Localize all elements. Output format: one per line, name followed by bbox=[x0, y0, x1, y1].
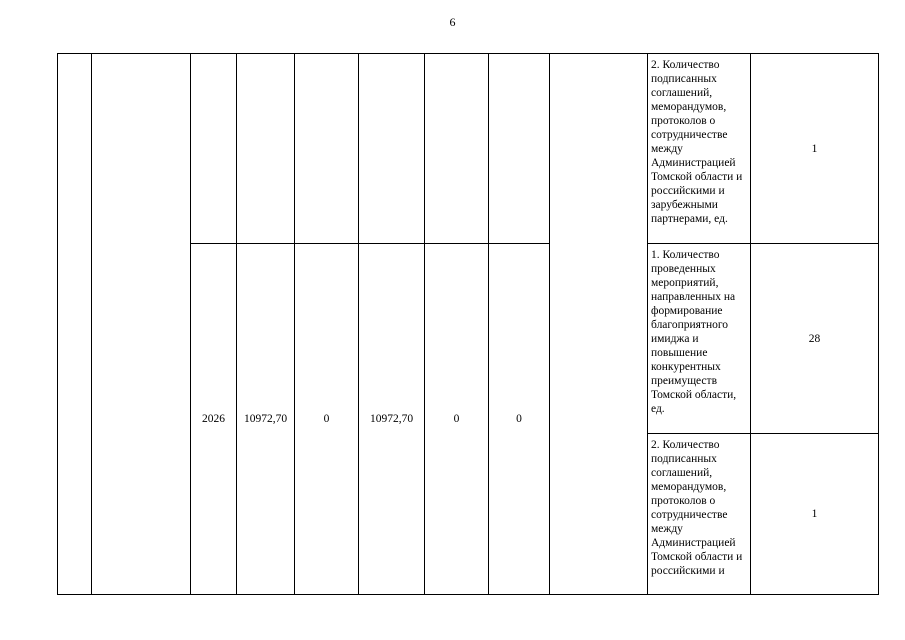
empty-cell-prev-regional bbox=[359, 54, 425, 244]
empty-cell-prev-other bbox=[489, 54, 550, 244]
indicator-value-text: 1 bbox=[811, 508, 818, 520]
empty-cell-name bbox=[92, 54, 191, 595]
empty-cell-prev-total bbox=[237, 54, 295, 244]
indicator-value-cell: 28 bbox=[751, 244, 879, 434]
indicator-name-cell: 2. Количество подписанных соглашений, меморандумов, протоколов о сотрудничестве между Администрацией Томской области и российскими и зарубежными партнерами, ед. bbox=[648, 54, 751, 244]
program-table bbox=[57, 53, 879, 595]
total-funding-cell: 10972,70 bbox=[237, 244, 295, 595]
indicator-name-text: 2. Количество подписанных соглашений, меморандумов, протоколов о сотрудничестве между Администрацией Томской области и российскими и bbox=[651, 439, 743, 577]
federal-funding-cell: 0 bbox=[295, 244, 359, 595]
other-funding-cell: 0 bbox=[489, 244, 550, 595]
empty-cell-prev-year bbox=[191, 54, 237, 244]
indicator-name-cell: 1. Количество проведенных мероприятий, направленных на формирование благоприятного имиджа и повышение конкурентных преимуществ Томской области, ед. bbox=[648, 244, 751, 434]
page-number: 6 bbox=[449, 15, 456, 29]
indicator-value-cell: 1 bbox=[751, 54, 879, 244]
empty-cell-number bbox=[58, 54, 92, 595]
local-funding-cell: 0 bbox=[425, 244, 489, 595]
regional-funding-cell: 10972,70 bbox=[359, 244, 425, 595]
empty-cell-prev-local bbox=[425, 54, 489, 244]
table-row bbox=[58, 54, 879, 244]
empty-cell-prev-federal bbox=[295, 54, 359, 244]
year-cell: 2026 bbox=[191, 244, 237, 595]
indicator-value-cell bbox=[751, 434, 879, 595]
indicator-name-cell bbox=[648, 434, 751, 595]
empty-cell-executor bbox=[550, 54, 648, 595]
